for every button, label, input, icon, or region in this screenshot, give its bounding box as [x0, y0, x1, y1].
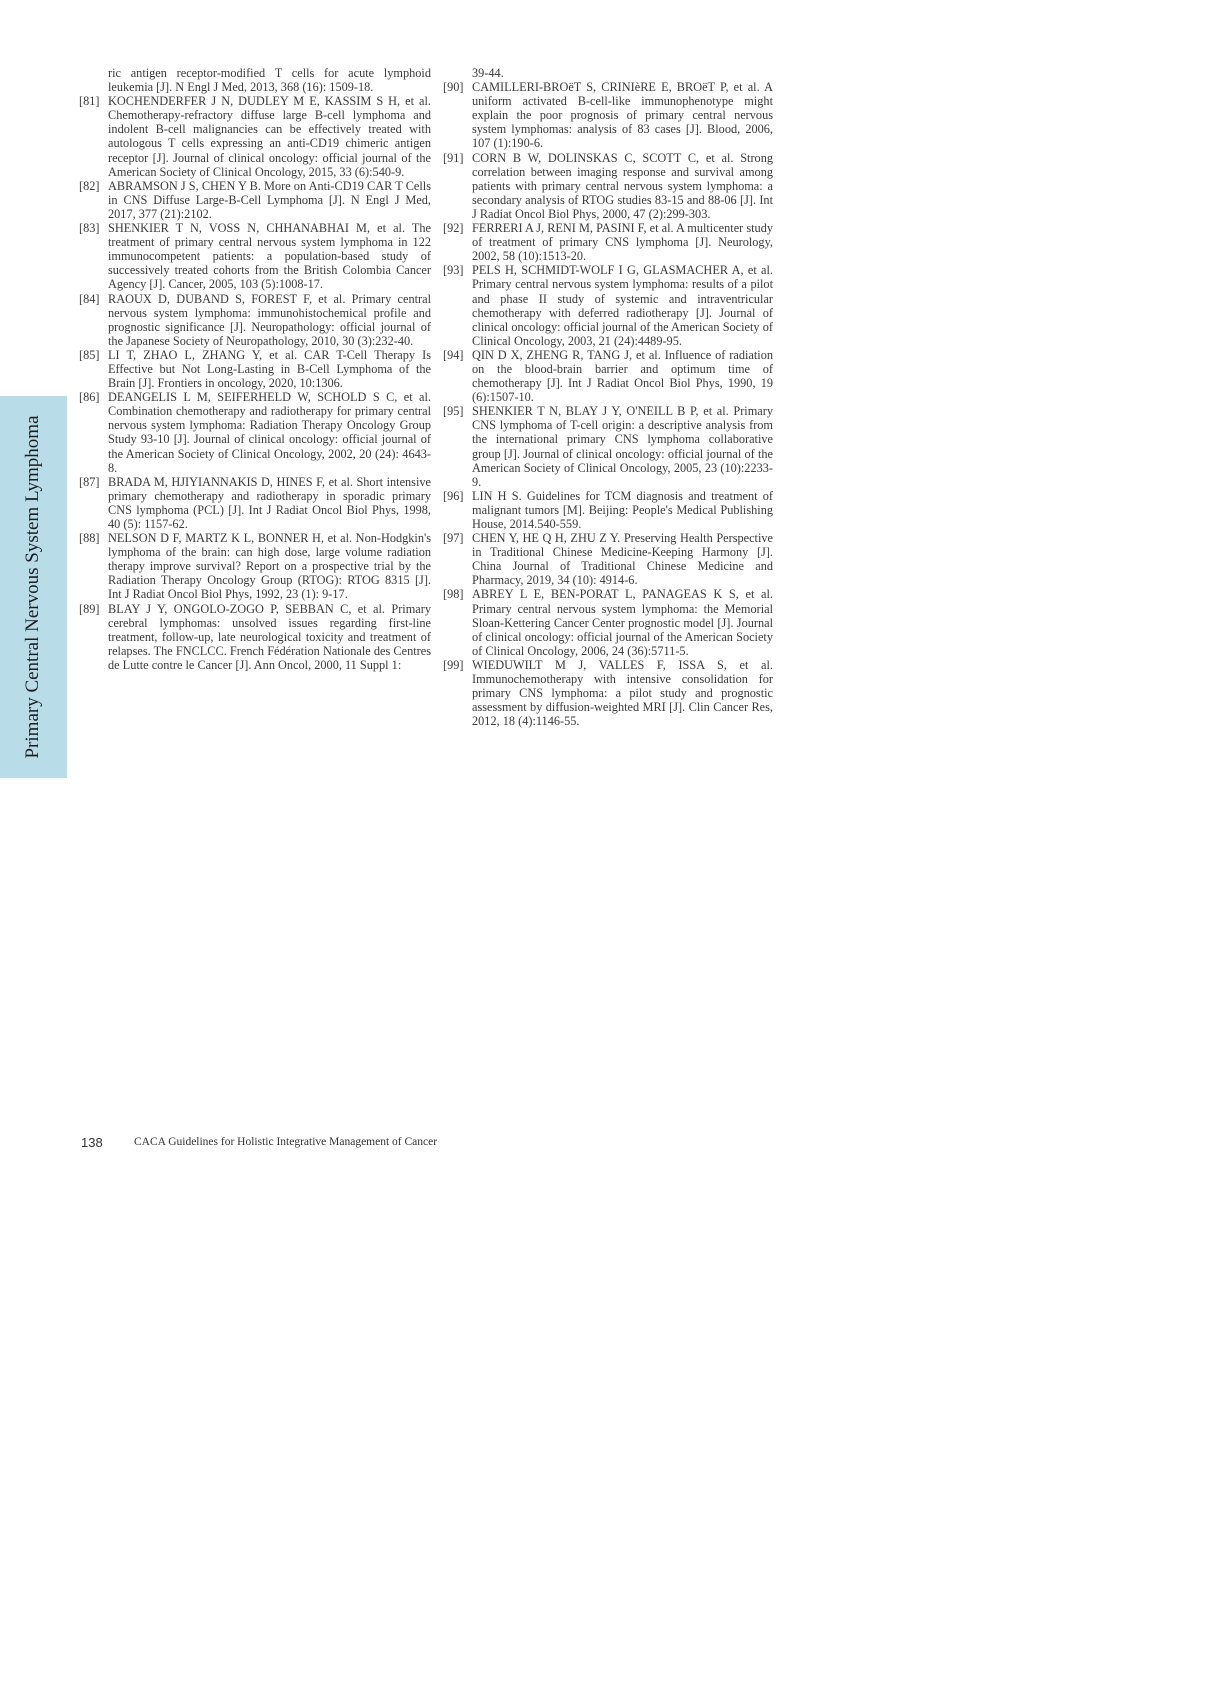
reference-text: LIN H S. Guidelines for TCM diagnosis and treatment of malignant tumors [M]. Beijing: People's Medical Publishing House, 2014.540-559.	[472, 488, 773, 531]
reference-number: [88]	[79, 531, 100, 546]
reference-number: [90]	[443, 80, 464, 95]
reference-number: [96]	[443, 488, 464, 503]
reference-number: [97]	[443, 531, 464, 546]
reference-number: [82]	[79, 178, 100, 193]
reference-entry	[79, 66, 431, 94]
reference-entry	[443, 531, 773, 587]
reference-entry	[443, 263, 773, 348]
reference-text: SHENKIER T N, BLAY J Y, O'NEILL B P, et al. Primary CNS lymphoma of T-cell origin: a descriptive analysis from the international primary CNS lymphoma collaborative group [J]. Journal of clinical oncology: official journal of the American Society of Clinical Oncology, 2005, 23 (10):2233-9.	[472, 404, 773, 489]
reference-number: [93]	[443, 263, 464, 278]
reference-number: [99]	[443, 657, 464, 672]
reference-text: PELS H, SCHMIDT-WOLF I G, GLASMACHER A, et al. Primary central nervous system lymphoma: results of a pilot and phase II study of systemic and intraventricular chemotherapy with deferred radiotherapy [J]. Journal of clinical oncology: official journal of the American Society of Clinical Oncology, 2003, 21 (24):4489-95.	[472, 263, 773, 348]
references-right-column	[443, 66, 773, 728]
reference-text: CAMILLERI-BROëT S, CRINIèRE E, BROëT P, et al. A uniform activated B-cell-like immunophenotype might explain the poor prognosis of primary central nervous system lymphomas: analysis of 83 cases [J]. Blood, 2006, 107 (1):190-6.	[472, 80, 773, 151]
reference-text: BRADA M, HJIYIANNAKIS D, HINES F, et al. Short intensive primary chemotherapy and radiotherapy in sporadic primary CNS lymphoma (PCL) [J]. Int J Radiat Oncol Biol Phys, 1998, 40 (5): 1157-62.	[108, 474, 431, 531]
reference-entry	[443, 348, 773, 404]
reference-text: WIEDUWILT M J, VALLES F, ISSA S, et al. Immunochemotherapy with intensive consolidation for primary CNS lymphoma: a pilot study and prognostic assessment by diffusion-weighted MRI [J]. Clin Cancer Res, 2012, 18 (4):1146-55.	[472, 657, 773, 729]
reference-number: [91]	[443, 150, 464, 165]
reference-text: RAOUX D, DUBAND S, FOREST F, et al. Primary central nervous system lymphoma: immunohistochemical profile and prognostic significance [J]. Neuropathology: official journal of the Japanese Society of Neuropathology, 2010, 30 (3):232-40.	[108, 291, 431, 348]
reference-text: DEANGELIS L M, SEIFERHELD W, SCHOLD S C, et al. Combination chemotherapy and radiotherapy for primary central nervous system lymphoma: Radiation Therapy Oncology Group Study 93-10 [J]. Journal of clinical oncology: official journal of the American Society of Clinical Oncology, 2002, 20 (24): 4643-8.	[108, 390, 431, 475]
reference-entry	[443, 404, 773, 489]
reference-text: QIN D X, ZHENG R, TANG J, et al. Influence of radiation on the blood-brain barrier and optimum time of chemotherapy [J]. Int J Radiat Oncol Biol Phys, 1990, 19 (6):1507-10.	[472, 347, 773, 405]
reference-entry	[443, 658, 773, 728]
side-tab-label: Primary Central Nervous System Lymphoma	[22, 415, 43, 759]
reference-text: KOCHENDERFER J N, DUDLEY M E, KASSIM S H, et al. Chemotherapy-refractory diffuse large B-cell lymphoma and indolent B-cell malignancies can be effectively treated with autologous T cells expressing an anti-CD19 chimeric antigen receptor [J]. Journal of clinical oncology: official journal of the American Society of Clinical Oncology, 2015, 33 (6):540-9.	[108, 94, 431, 179]
reference-entry	[443, 221, 773, 263]
reference-text: ABRAMSON J S, CHEN Y B. More on Anti-CD19 CAR T Cells in CNS Diffuse Large-B-Cell Lymphoma [J]. N Engl J Med, 2017, 377 (21):2102.	[108, 178, 431, 221]
reference-text: LI T, ZHAO L, ZHANG Y, et al. CAR T-Cell Therapy Is Effective but Not Long-Lasting in B-Cell Lymphoma of the Brain [J]. Frontiers in oncology, 2020, 10:1306.	[108, 347, 431, 391]
reference-entry	[79, 94, 431, 179]
reference-text: FERRERI A J, RENI M, PASINI F, et al. A multicenter study of treatment of primary CNS lymphoma [J]. Neurology, 2002, 58 (10):1513-20.	[472, 221, 773, 264]
reference-entry	[79, 602, 431, 672]
reference-text: CHEN Y, HE Q H, ZHU Z Y. Preserving Health Perspective in Traditional Chinese Medicine-Keeping Harmony [J]. China Journal of Traditional Chinese Medicine and Pharmacy, 2019, 34 (10): 4914-6.	[472, 531, 773, 588]
reference-number: [87]	[79, 474, 100, 489]
references-left-column	[79, 66, 431, 672]
reference-number: [86]	[79, 390, 100, 405]
reference-number: [89]	[79, 601, 100, 616]
reference-text: 39-44.	[472, 66, 504, 80]
reference-entry	[79, 390, 431, 475]
reference-text: NELSON D F, MARTZ K L, BONNER H, et al. Non-Hodgkin's lymphoma of the brain: can high dose, large volume radiation therapy improve survival? Report on a prospective trial by the Radiation Therapy Oncology Group (RTOG): RTOG 8315 [J]. Int J Radiat Oncol Biol Phys, 1992, 23 (1): 9-17.	[108, 531, 431, 602]
reference-entry	[79, 292, 431, 348]
reference-text: ric antigen receptor-modified T cells for acute lymphoid leukemia [J]. N Engl J Med, 2013, 368 (16): 1509-18.	[108, 66, 431, 95]
reference-text: ABREY L E, BEN-PORAT L, PANAGEAS K S, et al. Primary central nervous system lymphoma: the Memorial Sloan-Kettering Cancer Center prognostic model [J]. Journal of clinical oncology: official journal of the American Society of Clinical Oncology, 2006, 24 (36):5711-5.	[472, 587, 773, 658]
page-number: 138	[81, 1135, 103, 1150]
reference-entry	[443, 151, 773, 221]
reference-text: SHENKIER T N, VOSS N, CHHANABHAI M, et al. The treatment of primary central nervous system lymphoma in 122 immunocompetent patients: a population-based study of successively treated cohorts from the British Colombia Cancer Agency [J]. Cancer, 2005, 103 (5):1008-17.	[108, 221, 431, 292]
footer-title: CACA Guidelines for Holistic Integrative Management of Cancer	[134, 1136, 438, 1148]
reference-number: [98]	[443, 587, 464, 602]
reference-entry	[79, 221, 431, 291]
reference-entry	[443, 587, 773, 657]
reference-number: [84]	[79, 291, 100, 306]
reference-number: [94]	[443, 347, 464, 362]
reference-entry	[443, 80, 773, 150]
reference-text: CORN B W, DOLINSKAS C, SCOTT C, et al. Strong correlation between imaging response and survival among patients with primary central nervous system lymphoma: a secondary analysis of RTOG studies 83-15 and 88-06 [J]. Int J Radiat Oncol Biol Phys, 2000, 47 (2):299-303.	[472, 150, 773, 221]
reference-number: [83]	[79, 221, 100, 236]
reference-entry	[79, 179, 431, 221]
reference-text: BLAY J Y, ONGOLO-ZOGO P, SEBBAN C, et al. Primary cerebral lymphomas: unsolved issues regarding first-line treatment, follow-up, late neurological toxicity and treatment of relapses. The FNCLCC. French Fédération Nationale des Centres de Lutte contre le Cancer [J]. Ann Oncol, 2000, 11 Suppl 1:	[108, 601, 431, 672]
reference-entry	[443, 66, 773, 80]
reference-entry	[79, 531, 431, 601]
reference-number: [81]	[79, 94, 100, 109]
reference-entry	[79, 475, 431, 531]
reference-entry	[443, 489, 773, 531]
reference-entry	[79, 348, 431, 390]
reference-number: [95]	[443, 404, 464, 419]
reference-number: [85]	[79, 347, 100, 362]
reference-number: [92]	[443, 221, 464, 236]
